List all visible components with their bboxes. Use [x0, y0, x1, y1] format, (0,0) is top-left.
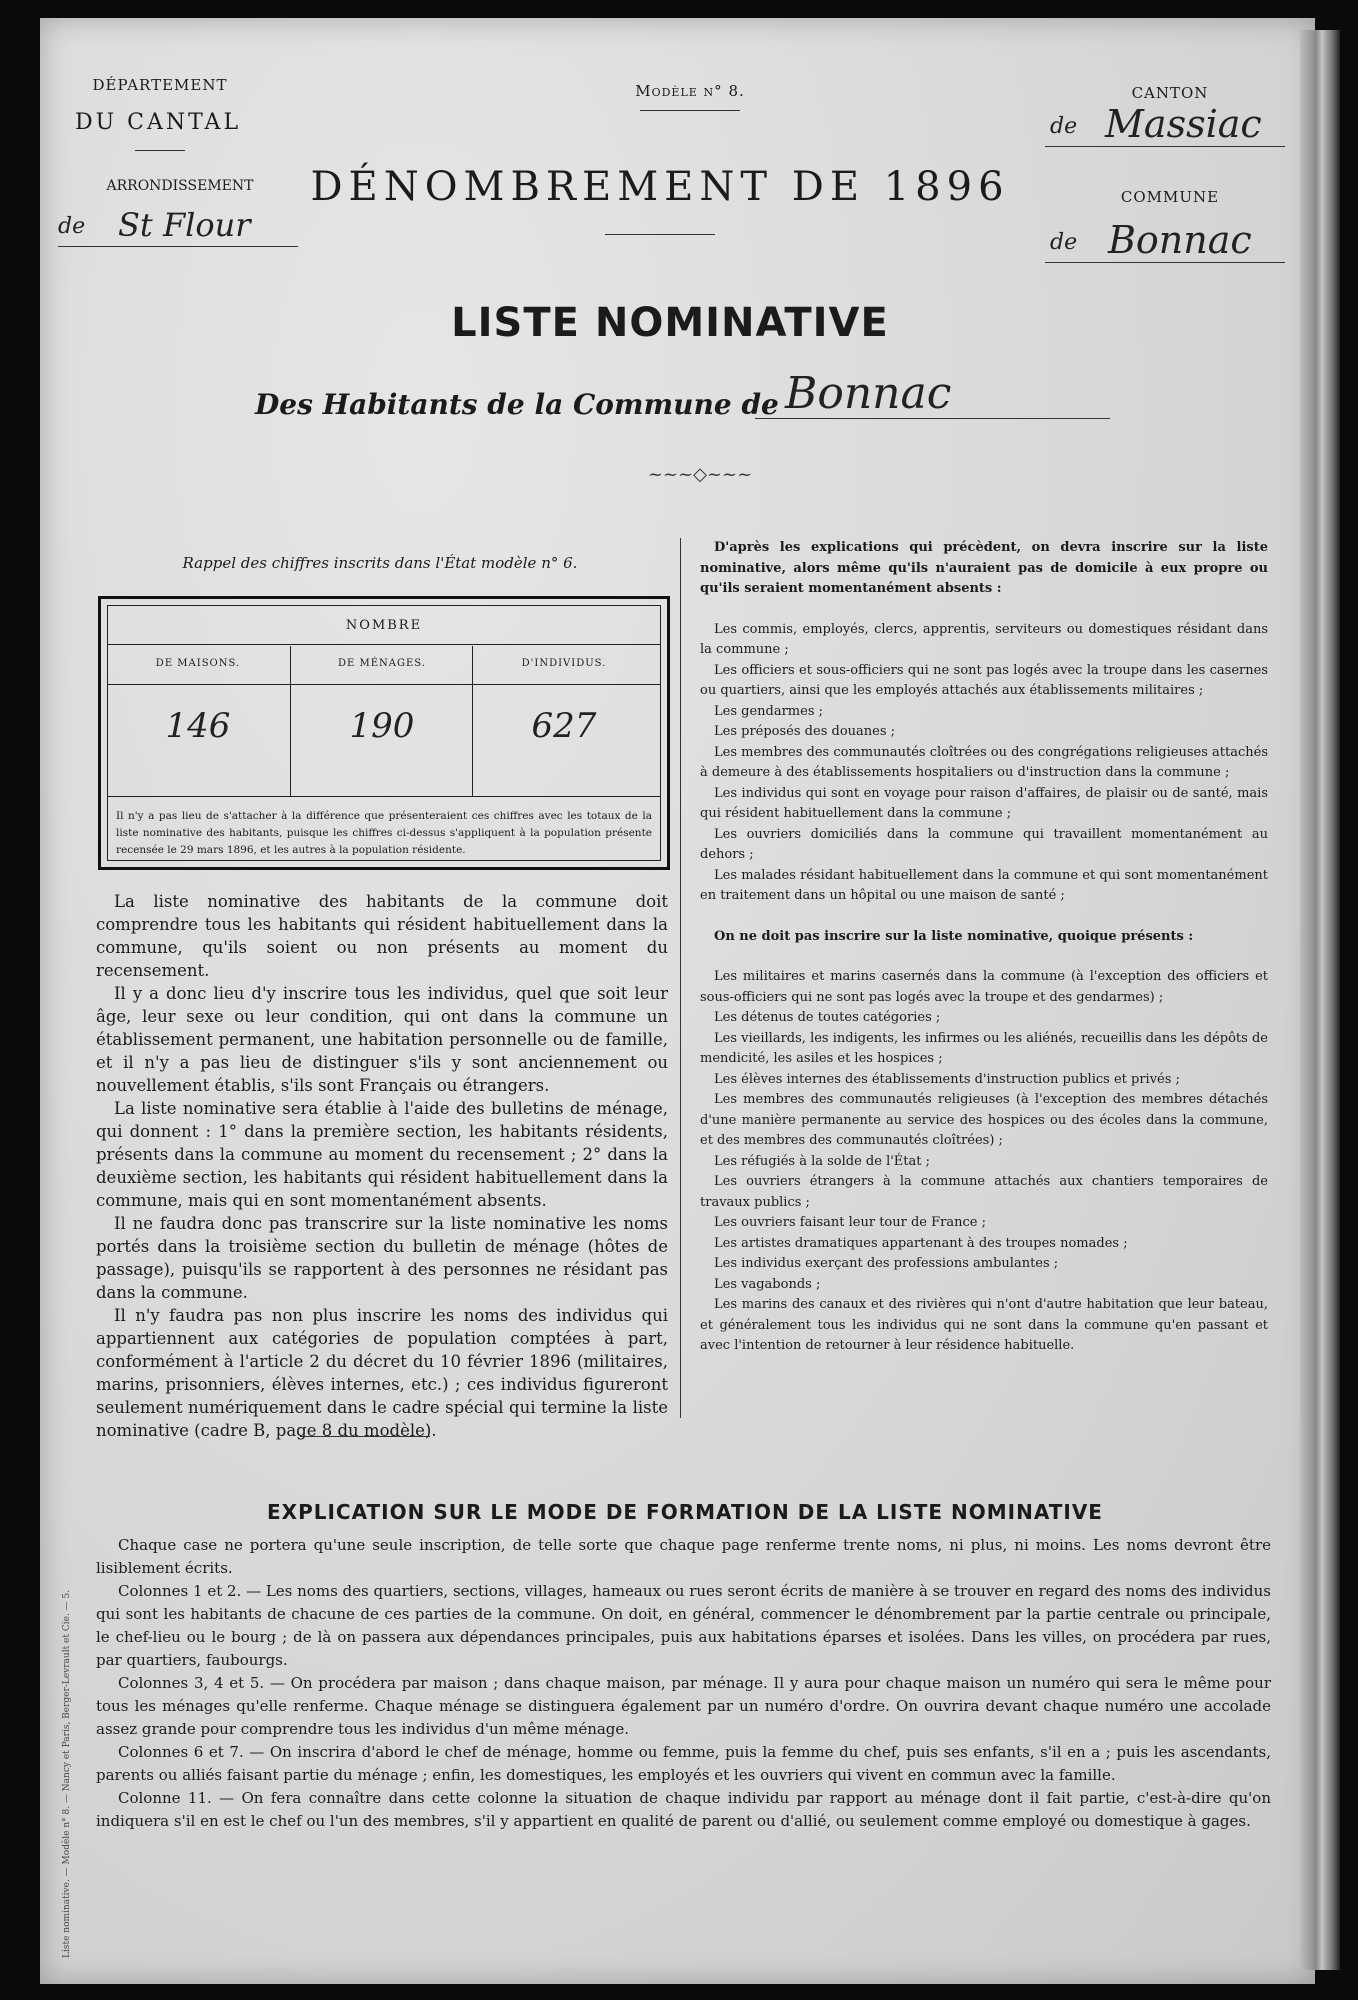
value-maisons: 146	[165, 706, 231, 746]
underline	[58, 246, 298, 247]
list-item: Les commis, employés, clercs, apprentis, serviteurs ou domestiques résidant dans la commune ;	[700, 621, 1268, 657]
list-item: Les réfugiés à la solde de l'État ;	[714, 1153, 931, 1169]
summary-caption: Rappel des chiffres inscrits dans l'État modèle n° 6.	[182, 554, 578, 572]
commune-value: Bonnac	[1108, 218, 1252, 262]
paragraph: Colonnes 6 et 7. — On inscrira d'abord le chef de ménage, homme ou femme, puis la femme du chef, puis ses enfants, s'il en a ; puis les ascendants, parents ou alliés faisant partie du ménage ; enfin, les domestiques, les employés et les ouvriers qui vivent en commun avec la famille.	[96, 1743, 1271, 1784]
paragraph: Colonne 11. — On fera connaître dans cette colonne la situation de chaque individu par rapport au ménage dont il fait partie, c'est-à-dire qu'on indiquera s'il en est le chef ou l'un des membres, s'il y appartient en qualité de parent ou d'allié, ou seulement comme employé ou domestique à gages.	[96, 1789, 1271, 1830]
divider	[300, 1436, 430, 1437]
census-page	[40, 18, 1315, 1984]
page-title: DÉNOMBREMENT DE 1896	[310, 164, 1010, 210]
value-menages: 190	[349, 706, 415, 746]
explication-text	[96, 1534, 1271, 1833]
column-divider	[680, 538, 681, 1418]
divider	[108, 684, 660, 685]
paragraph: La liste nominative des habitants de la commune doit comprendre tous les habitants qui résident habituellement dans la commune, qu'ils soient ou non présents au moment du recensement.	[96, 892, 668, 980]
departement-value: DU CANTAL	[74, 110, 242, 135]
underline	[755, 418, 1110, 419]
list-item: Les vagabonds ;	[714, 1276, 821, 1292]
list-title: LISTE NOMINATIVE	[451, 300, 889, 346]
ornament: ~~~◇~~~	[647, 464, 753, 485]
departement-label: DÉPARTEMENT	[92, 76, 228, 94]
page-edge	[1300, 30, 1340, 1970]
underline	[1045, 146, 1285, 147]
list-item: Les membres des communautés religieuses (à l'exception des membres détachés d'une manière permanente au service des hospices ou des écoles dans la commune, et des membres des communautés cloîtrées) ;	[700, 1092, 1268, 1148]
divider	[640, 110, 740, 111]
list-item: Les vieillards, les indigents, les infirmes ou les aliénés, recueillis dans les dépôts de mendicité, les asiles et les hospices ;	[700, 1030, 1268, 1066]
commune-name-handwritten: Bonnac	[785, 368, 952, 419]
include-intro: D'après les explications qui précèdent, on devra inscrire sur la liste nominative, alors même qu'ils n'auraient pas de domicile à eux propre ou qu'ils seraient momentanément absents :	[700, 540, 1268, 596]
list-item: Les individus exerçant des professions ambulantes ;	[714, 1256, 1059, 1271]
list-item: Les membres des communautés cloîtrées ou des congrégations religieuses attachés à demeure à des établissements hospitaliers ou d'instruction dans la commune ;	[700, 744, 1268, 780]
list-item: Les individus qui sont en voyage pour raison d'affaires, de plaisir ou de santé, mais qui résident habituellement dans la commune ;	[700, 785, 1268, 821]
list-item: Les militaires et marins casernés dans la commune (à l'exception des officiers et sous-officiers qui ne sont pas logés avec la troupe et des gendarmes) ;	[700, 969, 1268, 1005]
explication-title: EXPLICATION SUR LE MODE DE FORMATION DE LA LISTE NOMINATIVE	[267, 1500, 1103, 1524]
list-item: Les marins des canaux et des rivières qui n'ont d'autre habitation que leur bateau, et généralement tous les individus qui ne sont dans la commune qu'en passant et avec l'intention de retourner à leur résidence habituelle.	[700, 1297, 1268, 1353]
summary-group-header: NOMBRE	[345, 618, 423, 633]
summary-box	[98, 596, 670, 870]
paragraph: Il y a donc lieu d'y inscrire tous les individus, quel que soit leur âge, leur sexe ou leur condition, qui ont dans la commune un établissement permanent, une habitation personnelle ou de famille, et il n'y a pas lieu de distinguer s'ils y sont anciennement ou nouvellement établis, s'ils sont Français ou étrangers.	[96, 984, 668, 1095]
exclude-heading: On ne doit pas inscrire sur la liste nominative, quoique présents :	[714, 928, 1194, 944]
list-item: Les ouvriers faisant leur tour de France ;	[714, 1215, 986, 1230]
column-header-individus: D'INDIVIDUS.	[521, 658, 607, 669]
modele-number: Modèle n° 8.	[635, 82, 745, 100]
list-subtitle: Des Habitants de la Commune de	[255, 388, 779, 421]
divider	[472, 646, 473, 796]
printer-imprint: Liste nominative. — Modèle n° 8. — Nancy et Paris, Berger-Levrault et Cie. — 5.	[62, 1589, 72, 1958]
paragraph: Il ne faudra donc pas transcrire sur la liste nominative les noms portés dans la troisième section du bulletin de ménage (hôtes de passage), puisqu'ils se rapportent à des personnes ne résidant pas dans la commune.	[96, 1214, 668, 1302]
divider	[290, 646, 291, 796]
paragraph: Il n'y faudra pas non plus inscrire les noms des individus qui appartiennent aux catégories de population comptées à part, conformément à l'article 2 du décret du 10 février 1896 (militaires, marins, prisonniers, élèves internes, etc.) ; ces individus figureront seulement numériquement dans le cadre spécial qui termine la liste nominative (cadre B, page 8 du modèle).	[96, 1306, 668, 1440]
list-item: Les ouvriers étrangers à la commune attachés aux chantiers temporaires de travaux publics ;	[700, 1174, 1268, 1210]
canton-value: Massiac	[1105, 102, 1262, 146]
list-item: Les malades résidant habituellement dans la commune et qui sont momentanément en traitement dans un hôpital ou une maison de santé ;	[700, 867, 1268, 903]
summary-box-inner	[107, 605, 661, 861]
commune-prefix: de	[1050, 230, 1078, 255]
canton-label: CANTON	[1131, 84, 1209, 102]
paragraph: Colonnes 1 et 2. — Les noms des quartiers, sections, villages, hameaux ou rues seront écrits de manière à se trouver en regard des noms des individus qui sont les habitants de chacune de ces parties de la commune. On doit, en général, commencer le dénombrement par la partie centrale ou principale, le chef-lieu ou le bourg ; de là on passera aux dépendances principales, puis aux habitations éparses et isolées. Dans les villes, on procédera par rues, par quartiers, faubourgs.	[96, 1582, 1271, 1669]
list-item: Les détenus de toutes catégories ;	[714, 1010, 941, 1025]
list-item: Les officiers et sous-officiers qui ne sont pas logés avec la troupe dans les casernes ou quartiers, ainsi que les employés attachés aux établissements militaires ;	[700, 662, 1268, 698]
commune-label: COMMUNE	[1120, 188, 1220, 206]
left-column-text	[96, 890, 668, 1442]
list-item: Les gendarmes ;	[714, 703, 824, 719]
value-individus: 627	[531, 706, 597, 746]
paragraph: La liste nominative sera établie à l'aide des bulletins de ménage, qui donnent : 1° dans la première section, les habitants résidents, présents dans la commune au moment du recensement ; 2° dans la deuxième section, les habitants qui résident habituellement dans la commune, mais qui en sont momentanément absents.	[96, 1099, 668, 1210]
divider	[605, 234, 715, 235]
divider	[108, 644, 660, 645]
divider	[135, 150, 185, 151]
divider	[108, 796, 660, 797]
underline	[1045, 262, 1285, 263]
list-item: Les préposés des douanes ;	[714, 724, 896, 739]
list-item: Les artistes dramatiques appartenant à des troupes nomades ;	[714, 1235, 1128, 1251]
list-item: Les élèves internes des établissements d'instruction publics et privés ;	[714, 1071, 1180, 1087]
right-column-text	[700, 538, 1268, 1357]
summary-note: Il n'y a pas lieu de s'attacher à la différence que présenteraient ces chiffres avec les totaux de la liste nominative des habitants, puisque les chiffres ci-dessus s'appliquent à la population présente recensée le 29 mars 1896, et les autres à la population résidente.	[116, 810, 652, 856]
column-header-maisons: DE MAISONS.	[155, 658, 241, 669]
canton-prefix: de	[1050, 114, 1078, 139]
paragraph: Chaque case ne portera qu'une seule inscription, de telle sorte que chaque page renferme trente noms, ni plus, ni moins. Les noms devront être lisiblement écrits.	[96, 1536, 1271, 1577]
arrondissement-value: St Flour	[118, 206, 251, 244]
column-header-menages: DE MÉNAGES.	[338, 658, 426, 669]
arrondissement-prefix: de	[58, 214, 86, 239]
arrondissement-label: ARRONDISSEMENT	[106, 178, 254, 194]
paragraph: Colonnes 3, 4 et 5. — On procédera par maison ; dans chaque maison, par ménage. Il y aura pour chaque maison un numéro qui sera le même pour tous les ménages qu'elle renferme. Chaque ménage se distinguera également par un numéro d'ordre. On ouvrira devant chaque numéro une accolade assez grande pour comprendre tous les individus d'un même ménage.	[96, 1674, 1271, 1738]
list-item: Les ouvriers domiciliés dans la commune qui travaillent momentanément au dehors ;	[700, 826, 1268, 862]
